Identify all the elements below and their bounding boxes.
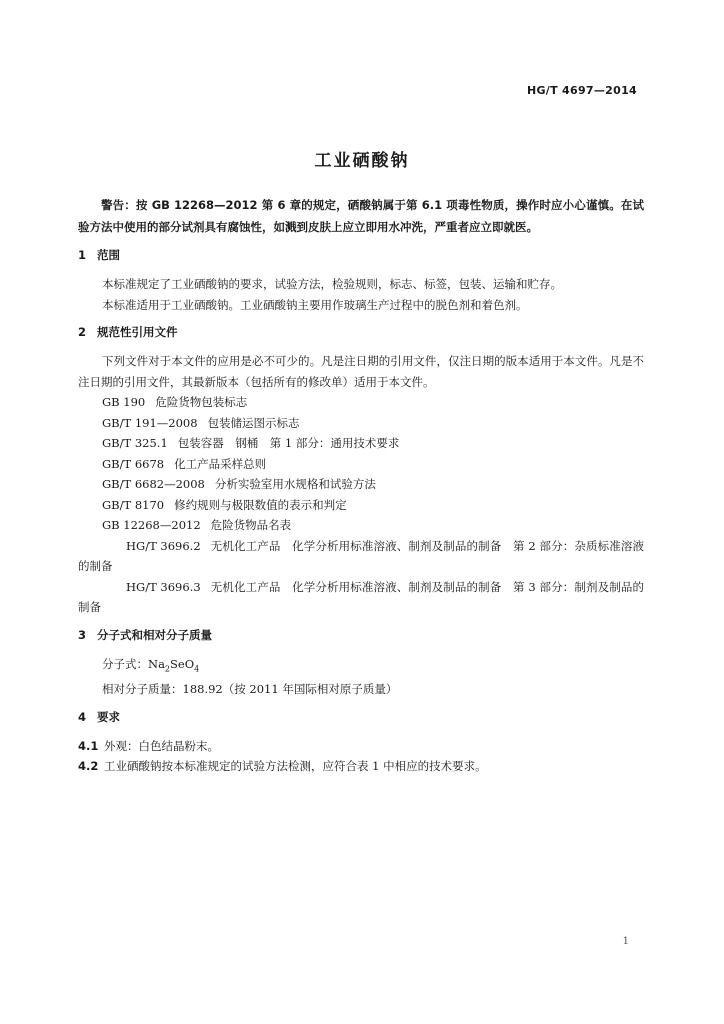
standard-code: HG/T 4697—2014 <box>526 84 637 97</box>
reference-title: 分析实验室用水规格和试验方法 <box>214 477 376 491</box>
reference-code: GB 190 <box>102 395 146 409</box>
requirement-item <box>78 756 644 777</box>
clause-text: 外观：白色结晶粉末。 <box>104 738 219 753</box>
section-title: 分子式和相对分子质量 <box>97 627 212 642</box>
section-title: 规范性引用文件 <box>97 325 178 339</box>
page-number: 1 <box>622 936 629 947</box>
section-title: 要求 <box>97 709 120 724</box>
references-intro: 下列文件对于本文件的应用是必不可少的。凡是注日期的引用文件，仅注日期的版本适用于本文件。凡是不注日期的引用文件，其最新版本（包括所有的修改单）适用于本文件。 <box>78 354 644 389</box>
reference-title: 修约规则与极限数值的表示和判定 <box>174 497 347 512</box>
section-title: 范围 <box>97 248 120 262</box>
reference-item <box>78 515 644 536</box>
document-title: 工业硒酸钠 <box>314 151 410 171</box>
requirement-item <box>78 736 644 757</box>
warning-paragraph: 警告：按 GB 12268—2012 第 6 章的规定，硒酸钠属于第 6.1 项毒性物质，操作时应小心谨慎。在试验方法中使用的部分试剂具有腐蚀性，如溅到皮肤上应立即用水冲洗，严重者应立即就医。 <box>78 198 644 234</box>
reference-item <box>78 454 644 475</box>
reference-item <box>78 536 644 577</box>
scope-paragraph: 本标准适用于工业硒酸钠。工业硒酸钠主要用作玻璃生产过程中的脱色剂和着色剂。 <box>102 297 528 312</box>
reference-title: 包装容器 钢桶 第 1 部分：通用技术要求 <box>177 436 400 450</box>
clause-text: 工业硒酸钠按本标准规定的试验方法检测，应符合表 1 中相应的技术要求。 <box>104 759 487 774</box>
reference-title: 无机化工产品 化学分析用标准溶液、制剂及制品的制备 第 2 部分：杂质标准溶液的制备 <box>78 538 644 573</box>
clause-number: 4.2 <box>78 759 99 774</box>
reference-title: 包装储运图示标志 <box>207 415 300 430</box>
formula-part: Na <box>148 656 165 671</box>
reference-code: GB 12268—2012 <box>102 518 201 532</box>
formula-subscript: 4 <box>194 663 200 673</box>
reference-code: GB/T 6682—2008 <box>102 477 205 491</box>
reference-item <box>78 495 644 516</box>
document-body <box>78 194 644 777</box>
section-4-heading <box>78 706 644 728</box>
clause-number: 4.1 <box>78 738 99 753</box>
formula-part: SeO <box>170 656 195 671</box>
formula-subscript: 2 <box>164 663 171 673</box>
reference-item <box>78 392 644 413</box>
reference-title: 危险货物品名表 <box>210 518 292 532</box>
section-number: 1 <box>78 248 87 262</box>
reference-item <box>78 474 644 495</box>
section-number: 4 <box>78 709 87 724</box>
reference-code: GB/T 6678 <box>102 456 165 471</box>
reference-title: 化工产品采样总则 <box>174 456 267 471</box>
reference-code: HG/T 3696.3 <box>126 579 201 594</box>
molecular-mass: 相对分子质量：188.92（按 2011 年国际相对原子质量） <box>102 682 398 697</box>
reference-code: GB/T 8170 <box>102 497 165 512</box>
section-number: 2 <box>78 325 87 339</box>
reference-code: GB/T 191—2008 <box>102 415 198 430</box>
section-3-heading <box>78 624 644 646</box>
section-1-heading <box>78 244 644 266</box>
reference-item <box>78 433 644 454</box>
reference-item <box>78 413 644 434</box>
reference-title: 无机化工产品 化学分析用标准溶液、制剂及制品的制备 第 3 部分：制剂及制品的制备 <box>78 579 644 614</box>
reference-code: GB/T 325.1 <box>102 436 168 450</box>
formula-label: 分子式： <box>102 656 148 671</box>
molecular-formula <box>78 654 644 680</box>
reference-code: HG/T 3696.2 <box>126 538 201 553</box>
section-number: 3 <box>78 627 87 642</box>
scope-paragraph: 本标准规定了工业硒酸钠的要求，试验方法，检验规则，标志、标签，包装、运输和贮存。 <box>102 277 562 291</box>
reference-item <box>78 577 644 618</box>
section-2-heading <box>78 321 644 343</box>
reference-title: 危险货物包装标志 <box>155 395 248 409</box>
